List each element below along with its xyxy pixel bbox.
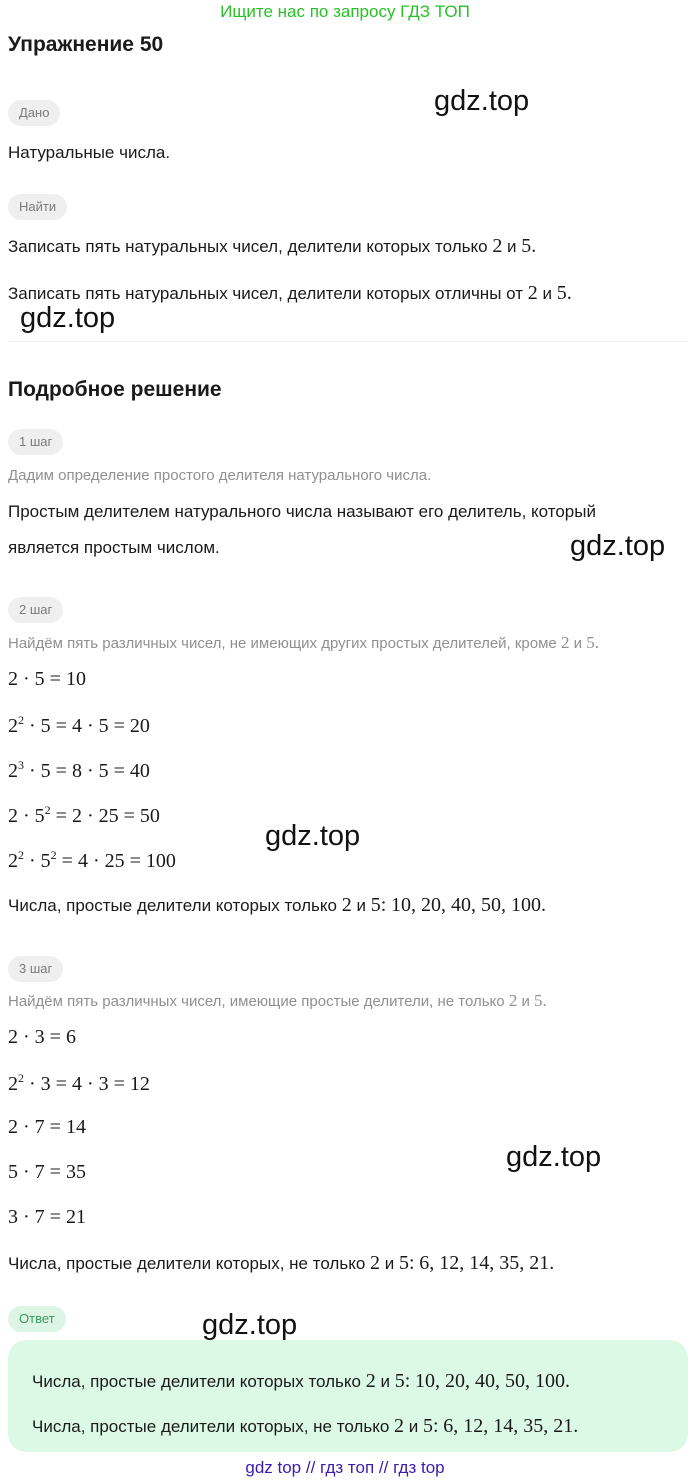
answer-text: Числа, простые делители которых только xyxy=(32,1372,361,1391)
section-divider xyxy=(8,341,688,342)
watermark: gdz.top xyxy=(265,820,361,852)
search-banner: Ищите нас по запросу ГДЗ ТОП xyxy=(220,2,470,21)
eq-base: 2 xyxy=(8,760,18,782)
eq-base: 2 xyxy=(8,1073,18,1095)
step-1-text-line-1: Простым делителем натурального числа называют его делитель, который xyxy=(8,502,596,521)
step-2-badge: 2 шаг xyxy=(8,597,63,623)
step-2-equation-1: 2 · 5 = 10 xyxy=(8,668,86,690)
answer-badge: Ответ xyxy=(8,1306,66,1332)
answer-text: Числа, простые делители которых, не только xyxy=(32,1417,390,1436)
find-line-2-and: и xyxy=(542,284,552,303)
step-3-hint xyxy=(8,991,547,1011)
step-3-equation-3: 2 · 7 = 14 xyxy=(8,1116,86,1138)
step-2-equation-3 xyxy=(8,758,150,783)
footer-link-gdz-top-mixed[interactable]: гдз top xyxy=(393,1458,445,1477)
find-line-1-b: 5. xyxy=(521,235,537,257)
answer-values: 6, 12, 14, 35, 21. xyxy=(443,1415,579,1437)
eq-exponent-2: 2 xyxy=(50,848,57,862)
given-text: Натуральные числа. xyxy=(8,143,171,162)
step-2-equation-5 xyxy=(8,848,176,873)
step-3-hint-a: 2 xyxy=(508,991,518,1010)
answer-b: 5: xyxy=(394,1370,411,1392)
answer-a: 2 xyxy=(365,1370,376,1392)
watermark: gdz.top xyxy=(570,530,666,562)
result-and: и xyxy=(384,1254,395,1273)
result-and: и xyxy=(356,896,366,915)
step-3-hint-and: и xyxy=(521,993,530,1010)
step-2-equation-2 xyxy=(8,713,150,738)
answer-a: 2 xyxy=(394,1415,405,1437)
find-line-1-and: и xyxy=(507,237,517,256)
answer-line-2 xyxy=(32,1415,578,1438)
eq-rest: · 3 = 4 · 3 = 12 xyxy=(29,1073,150,1095)
footer-separator: // xyxy=(305,1458,316,1477)
watermark: gdz.top xyxy=(202,1309,298,1341)
step-3-equation-4: 5 · 7 = 35 xyxy=(8,1161,86,1183)
eq-exponent: 2 xyxy=(18,1071,24,1085)
step-3-badge: 3 шаг xyxy=(8,956,63,982)
step-1-badge: 1 шаг xyxy=(8,429,63,455)
footer-links xyxy=(0,1458,690,1478)
result-b: 5: xyxy=(370,894,387,916)
find-line-1-a: 2 xyxy=(492,235,503,257)
step-2-hint-and: и xyxy=(573,635,583,652)
step-2-hint-b: 5. xyxy=(586,633,599,652)
result-a: 2 xyxy=(370,1252,381,1274)
step-2-result xyxy=(8,894,546,917)
find-line-2-text: Записать пять натуральных чисел, делители которых отличны от xyxy=(8,284,523,303)
eq-rest: · 5 = 4 · 5 = 20 xyxy=(29,715,150,737)
watermark: gdz.top xyxy=(20,302,116,334)
find-line-1 xyxy=(8,235,536,258)
step-1-hint: Дадим определение простого делителя натурального числа. xyxy=(8,467,432,484)
answer-line-1 xyxy=(32,1370,570,1393)
eq-base: 2 xyxy=(8,850,18,872)
result-a: 2 xyxy=(341,894,352,916)
find-line-2-a: 2 xyxy=(527,282,538,304)
answer-and: и xyxy=(380,1372,390,1391)
step-1-text-line-2: является простым числом. xyxy=(8,538,220,557)
answer-values: 10, 20, 40, 50, 100. xyxy=(415,1370,570,1392)
result-text: Числа, простые делители которых только xyxy=(8,896,337,915)
find-line-1-text: Записать пять натуральных чисел, делители которых только xyxy=(8,237,488,256)
eq-pre: 2 · 5 xyxy=(8,805,45,827)
eq-exponent: 2 xyxy=(18,713,24,727)
watermark: gdz.top xyxy=(506,1141,602,1173)
step-3-hint-text: Найдём пять различных чисел, имеющие простые делители, не только xyxy=(8,993,505,1010)
eq-exponent: 2 xyxy=(18,848,24,862)
result-text: Числа, простые делители которых, не только xyxy=(8,1254,366,1273)
step-2-hint-text: Найдём пять различных чисел, не имеющих других простых делителей, кроме xyxy=(8,635,557,652)
eq-exponent: 2 xyxy=(44,803,51,817)
step-3-equation-5: 3 · 7 = 21 xyxy=(8,1206,86,1228)
footer-separator: // xyxy=(378,1458,389,1477)
find-badge: Найти xyxy=(8,194,67,220)
answer-b: 5: xyxy=(422,1415,439,1437)
step-2-equation-4 xyxy=(8,803,160,828)
find-line-2-b: 5. xyxy=(556,282,572,304)
footer-link-gdz-top-ru[interactable]: гдз топ xyxy=(320,1458,375,1477)
page-title: Упражнение 50 xyxy=(8,33,164,56)
eq-rest: = 2 · 25 = 50 xyxy=(55,805,160,827)
result-values: 6, 12, 14, 35, 21. xyxy=(419,1252,555,1274)
step-3-hint-b: 5. xyxy=(534,991,547,1010)
footer-link-gdz-top[interactable]: gdz top xyxy=(245,1458,302,1477)
eq-rest: = 4 · 25 = 100 xyxy=(61,850,176,872)
answer-and: и xyxy=(408,1417,419,1436)
step-3-equation-2 xyxy=(8,1071,150,1096)
step-3-equation-1: 2 · 3 = 6 xyxy=(8,1026,76,1048)
eq-mid: · 5 xyxy=(29,850,51,872)
given-badge: Дано xyxy=(8,100,60,126)
result-values: 10, 20, 40, 50, 100. xyxy=(391,894,546,916)
solution-title: Подробное решение xyxy=(8,378,222,401)
step-2-hint-a: 2 xyxy=(560,633,570,652)
step-2-hint xyxy=(8,633,599,653)
step-3-result xyxy=(8,1252,554,1275)
eq-exponent: 3 xyxy=(18,758,24,772)
result-b: 5: xyxy=(398,1252,415,1274)
eq-base: 2 xyxy=(8,715,18,737)
eq-rest: · 5 = 8 · 5 = 40 xyxy=(29,760,150,782)
watermark: gdz.top xyxy=(434,85,530,117)
